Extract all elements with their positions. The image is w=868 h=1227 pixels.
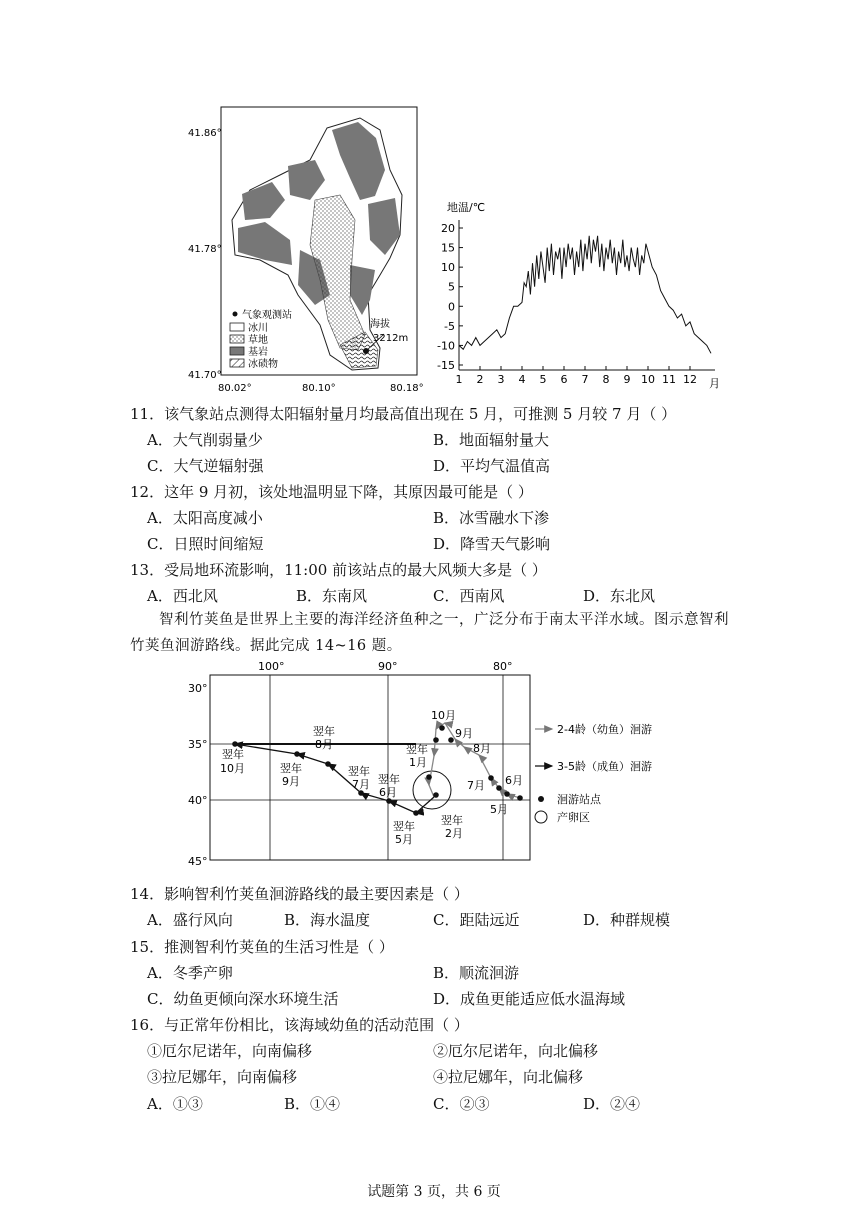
question-11-stem: 11．该气象站点测得太阳辐射量月均最高值出现在 5 月，可推测 5 月较 7 月（ ） — [130, 405, 677, 423]
page-footer: 试题第 3 页，共 6 页 — [367, 1184, 501, 1200]
label-nextaug-month: 8月 — [315, 738, 333, 751]
q11-option-b[interactable]: B．地面辐射量大 — [433, 431, 550, 449]
station-dot — [439, 725, 445, 731]
lon-label-100: 100° — [258, 660, 285, 673]
y-tick-label: 0 — [448, 300, 455, 314]
lat-label: 41.86° — [188, 128, 222, 139]
y-tick-label: -5 — [444, 319, 455, 333]
x-tick-label: 3 — [497, 373, 505, 386]
label-nextsep-year: 翌年 — [280, 762, 302, 775]
legend-bedrock-swatch — [230, 347, 244, 355]
label-nextaug-year: 翌年 — [313, 725, 335, 738]
q16-option-a[interactable]: A．①③ — [147, 1095, 203, 1113]
lon-label: 80.10° — [302, 383, 336, 394]
question-16-stem: 16．与正常年份相比，该海域幼鱼的活动范围（ ） — [130, 1016, 469, 1034]
label-nextfeb-month: 2月 — [445, 827, 463, 840]
label-nextmay-month: 5月 — [395, 833, 413, 846]
temperature-series-line — [459, 236, 711, 353]
legend-grass-swatch — [230, 335, 244, 343]
y-tick-label: -15 — [437, 359, 455, 372]
fish-migration-map — [180, 655, 680, 880]
station-dot — [517, 795, 523, 801]
y-tick-label: 5 — [448, 280, 455, 294]
lon-label: 80.02° — [218, 383, 252, 394]
label-nextjun-year: 翌年 — [378, 773, 400, 786]
q15-option-a[interactable]: A．冬季产卵 — [147, 964, 233, 982]
elevation-value: 3212m — [373, 333, 409, 344]
legend-moraine-label: 冰碛物 — [248, 359, 278, 370]
label-nextoct-month: 10月 — [220, 762, 245, 775]
adult-migration-route — [235, 744, 434, 813]
legend-station-symbol — [233, 312, 238, 317]
legend-juvenile-label: 2-4龄（幼鱼）洄游 — [557, 723, 652, 736]
label-nextfeb-year: 翌年 — [441, 814, 463, 827]
chart-xlabel: 月 — [709, 377, 720, 390]
question-12-stem: 12．这年 9 月初，该处地温明显下降，其原因最可能是（ ） — [130, 483, 533, 501]
q15-option-b[interactable]: B．顺流洄游 — [433, 964, 520, 982]
legend-moraine-swatch — [230, 359, 244, 367]
question-15-stem: 15．推测智利竹荚鱼的生活习性是（ ） — [130, 938, 394, 956]
lat-label-35: 35° — [188, 738, 208, 751]
x-tick-label: 8 — [602, 373, 610, 386]
label-aug: 8月 — [473, 742, 491, 755]
legend-glacier-label: 冰川 — [248, 323, 268, 334]
label-nextjul-month: 7月 — [352, 778, 370, 791]
y-tick-label: 10 — [441, 261, 455, 275]
x-tick-label: 11 — [662, 373, 676, 386]
spawning-area-circle — [413, 771, 451, 809]
q16-option-b[interactable]: B．①④ — [284, 1095, 341, 1113]
station-dot — [413, 810, 419, 816]
q14-option-c[interactable]: C．距陆远近 — [433, 911, 520, 929]
station-dot — [325, 761, 331, 767]
x-tick-label: 5 — [539, 373, 547, 386]
q16-statement-3: ③拉尼娜年，向南偏移 — [147, 1068, 298, 1086]
q13-option-a[interactable]: A．西北风 — [147, 587, 218, 605]
lat-label: 41.70° — [188, 370, 222, 381]
station-dot — [448, 737, 454, 743]
q16-statement-2: ②厄尔尼诺年，向北偏移 — [433, 1042, 599, 1060]
q16-option-d[interactable]: D．②④ — [583, 1095, 641, 1113]
x-tick-label: 2 — [476, 373, 484, 386]
x-tick-label: 6 — [560, 373, 568, 386]
label-nextjun-month: 6月 — [379, 786, 397, 799]
station-dot — [488, 775, 494, 781]
elevation-name: 海拔 — [370, 319, 390, 330]
label-nextjan-year: 翌年 — [406, 743, 428, 756]
legend-glacier-swatch — [230, 323, 244, 331]
ground-temperature-chart — [435, 195, 725, 395]
lat-label: 41.78° — [188, 244, 222, 255]
q13-option-c[interactable]: C．西南风 — [433, 587, 505, 605]
label-nextmay-year: 翌年 — [393, 820, 415, 833]
label-oct: 10月 — [431, 709, 456, 722]
y-tick-label: 15 — [441, 241, 455, 255]
legend-adult-label: 3-5龄（成鱼）洄游 — [557, 760, 652, 773]
station-dot — [232, 741, 238, 747]
station-dot — [358, 790, 364, 796]
label-sep: 9月 — [455, 727, 473, 740]
q14-option-d[interactable]: D．种群规模 — [583, 911, 671, 929]
y-tick-label: -10 — [437, 339, 455, 353]
station-dot — [496, 785, 502, 791]
label-nextoct-year: 翌年 — [222, 748, 244, 761]
q12-option-a[interactable]: A．太阳高度减小 — [147, 509, 263, 527]
q11-option-c[interactable]: C．大气逆辐射强 — [147, 457, 264, 475]
label-nextsep-month: 9月 — [282, 775, 300, 788]
y-tick-label: 20 — [441, 222, 455, 235]
label-jul: 7月 — [467, 779, 485, 792]
glacier-map — [180, 100, 430, 400]
chart-ylabel: 地温/℃ — [447, 201, 486, 214]
legend-spawning-circle — [535, 811, 547, 823]
station-dot — [386, 798, 392, 804]
question-13-stem: 13．受局地环流影响，11:00 前该站点的最大风频大多是（ ） — [130, 561, 547, 579]
q12-option-c[interactable]: C．日照时间缩短 — [147, 535, 264, 553]
x-tick-label: 12 — [683, 373, 697, 386]
q14-option-b[interactable]: B．海水温度 — [284, 911, 371, 929]
q12-option-d[interactable]: D．降雪天气影响 — [433, 535, 551, 553]
legend-station-label: 气象观测站 — [242, 310, 292, 321]
station-dot — [426, 774, 432, 780]
q11-option-d[interactable]: D．平均气温值高 — [433, 457, 551, 475]
x-tick-label: 1 — [455, 373, 463, 386]
q13-option-b[interactable]: B．东南风 — [296, 587, 368, 605]
legend-bedrock-label: 基岩 — [248, 347, 268, 358]
lon-label-80: 80° — [493, 660, 513, 673]
q11-option-a[interactable]: A．大气削弱量少 — [147, 431, 263, 449]
map2-frame — [210, 675, 530, 860]
q12-option-b[interactable]: B．冰雪融水下渗 — [433, 509, 550, 527]
q16-option-c[interactable]: C．②③ — [433, 1095, 490, 1113]
lon-label-90: 90° — [378, 660, 398, 673]
x-tick-label: 4 — [518, 373, 526, 386]
label-may: 5月 — [490, 803, 508, 816]
station-dot — [433, 737, 439, 743]
x-tick-label: 10 — [641, 373, 655, 386]
label-jun: 6月 — [505, 774, 523, 787]
station-dot — [433, 792, 439, 798]
lat-label-45: 45° — [188, 855, 208, 868]
passage-intro: 智利竹荚鱼是世界上主要的海洋经济鱼种之一，广泛分布于南太平洋水域。图示意智利竹荚鱼洄游路线。据此完成 14~16 题。 — [130, 612, 729, 654]
x-tick-label: 7 — [581, 373, 589, 386]
legend-grass-label: 草地 — [248, 335, 268, 346]
label-nextjul-year: 翌年 — [348, 765, 370, 778]
legend-station-dot — [538, 796, 544, 802]
q15-option-d[interactable]: D．成鱼更能适应低水温海域 — [433, 990, 626, 1008]
q16-statement-4: ④拉尼娜年，向北偏移 — [433, 1068, 584, 1086]
q14-option-a[interactable]: A．盛行风向 — [147, 911, 233, 929]
lat-label-30: 30° — [188, 682, 208, 695]
label-nextjan-month: 1月 — [409, 756, 427, 769]
station-dot — [294, 751, 300, 757]
question-14-stem: 14．影响智利竹荚鱼洄游路线的最主要因素是（ ） — [130, 885, 469, 903]
lat-label-40: 40° — [188, 794, 208, 807]
lon-label: 80.18° — [390, 383, 424, 394]
q16-statement-1: ①厄尔尼诺年，向南偏移 — [147, 1042, 313, 1060]
station-dot — [504, 791, 510, 797]
legend-station-label: 洄游站点 — [557, 793, 601, 806]
legend-spawning-label: 产卵区 — [557, 811, 590, 824]
x-tick-label: 9 — [623, 373, 631, 386]
q13-option-d[interactable]: D．东北风 — [583, 587, 656, 605]
q15-option-c[interactable]: C．幼鱼更倾向深水环境生活 — [147, 990, 339, 1008]
